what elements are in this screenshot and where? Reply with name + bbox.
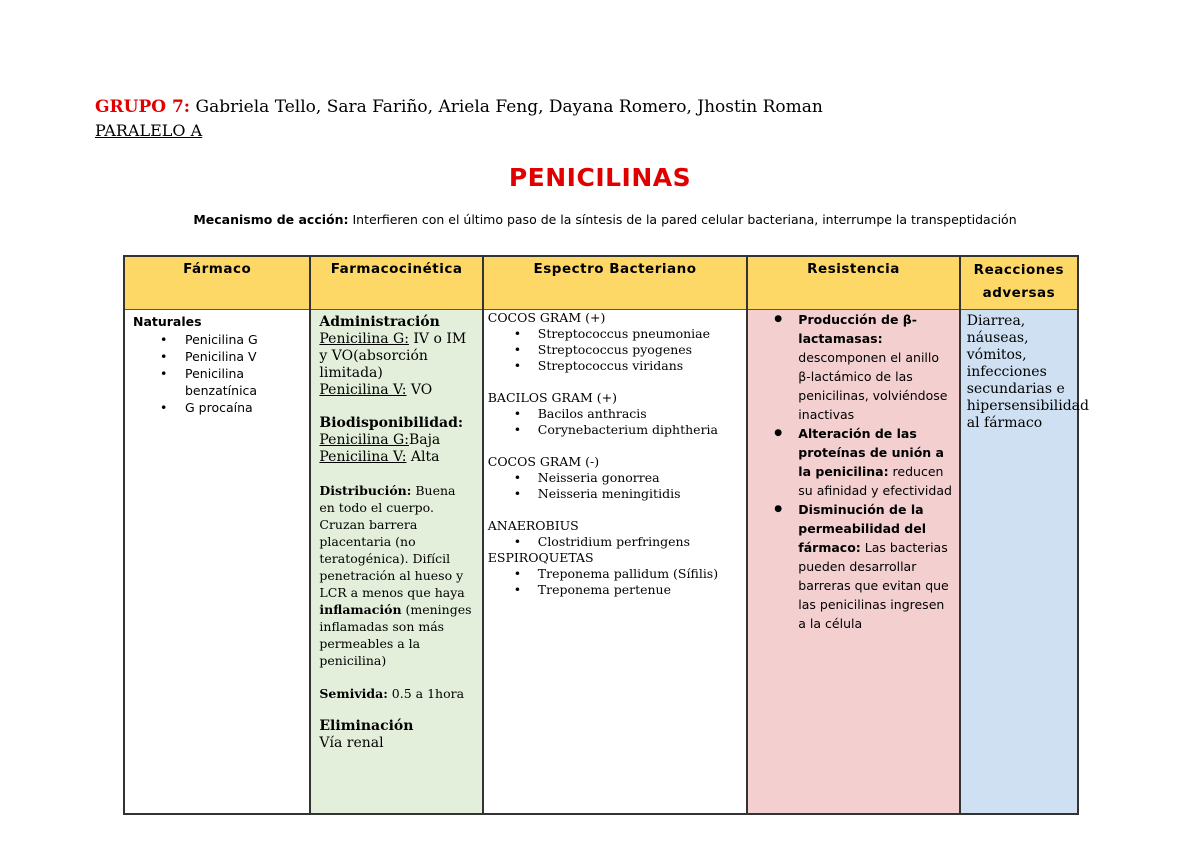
header-reacciones: Reacciones adversas: [960, 256, 1078, 310]
spectrum-group: [488, 390, 743, 438]
pk-semi-text: 0.5 a 1hora: [387, 686, 465, 701]
pk-dist-tail: (meninges inflamadas son más permeables a la penicilina): [319, 602, 472, 668]
list-item: • Treponema pertenue: [538, 582, 743, 598]
page-title: PENICILINAS: [508, 163, 692, 192]
list-item: [798, 310, 954, 424]
list-item: • Streptococcus pyogenes: [538, 342, 743, 358]
list-item: • Clostridium perfringens: [538, 534, 743, 550]
pk-dist-heading: Distribución:: [319, 483, 412, 498]
pk-dist-bold: inflamación: [319, 602, 402, 617]
list-item: • G procaína: [185, 399, 301, 416]
header-farmaco: Fármaco: [124, 256, 310, 310]
pk-elim-text: Vía renal: [319, 735, 384, 751]
pk-distribution: [319, 482, 473, 669]
farmaco-cell: [124, 310, 310, 815]
pk-admin-g: [319, 331, 473, 382]
list-item: • Corynebacterium diphtheria: [538, 422, 743, 438]
list-item: • Penicilina V: [185, 348, 301, 365]
paralelo-label: PARALELO A: [95, 121, 203, 140]
penicillin-table: [123, 255, 1089, 815]
spectrum-group-title: COCOS GRAM (-): [487, 454, 600, 469]
spectrum-group: [488, 310, 743, 374]
adverse-text: Diarrea, náuseas, vómitos, infecciones secundarias e hipersensibilidad al fármaco: [966, 313, 1089, 431]
pk-admin-v-label: Penicilina V:: [319, 382, 407, 398]
list-item: • Neisseria meningitidis: [538, 486, 743, 502]
pk-cell: [310, 310, 482, 815]
list-item: • Treponema pallidum (Sífilis): [538, 566, 743, 582]
spectrum-group: [488, 550, 743, 598]
pk-bio-heading: Biodisponibilidad:: [319, 415, 464, 431]
resistance-text: descomponen el anillo β-lactámico de las penicilinas, volviéndose inactivas: [798, 350, 948, 422]
spectrum-group: [488, 518, 743, 550]
list-item: [798, 500, 954, 633]
pk-semi-heading: Semivida:: [319, 686, 388, 701]
resistance-text: Las bacterias pueden desarrollar barreras que evitan que las penicilinas ingresen a la célula: [798, 540, 949, 631]
header-espectro: Espectro Bacteriano: [483, 256, 748, 310]
spectrum-group-title: BACILOS GRAM (+): [487, 390, 617, 405]
mechanism-label: Mecanismo de acción:: [193, 212, 349, 227]
mechanism-text: Interfieren con el último paso de la síntesis de la pared celular bacteriana, interrumpe la transpeptidación: [348, 212, 1017, 227]
list-item: • Penicilina benzatínica: [185, 365, 301, 399]
resistance-cell: [747, 310, 959, 815]
mechanism-line: [0, 212, 1200, 227]
pk-bio-g-label: Penicilina G:: [319, 432, 409, 448]
farmaco-title: Naturales: [133, 314, 202, 329]
header-resistencia: Resistencia: [747, 256, 959, 310]
group-label: GRUPO 7:: [95, 97, 191, 117]
pk-dist-text: Buena en todo el cuerpo. Cruzan barrera placentaria (no teratogénica). Difícil penetración al hueso y LCR a menos que haya: [319, 483, 465, 600]
spectrum-group-title: ANAEROBIUS: [487, 518, 579, 533]
pk-bio-v: [319, 449, 473, 466]
adverse-cell: [960, 310, 1089, 815]
pk-admin-g-label: Penicilina G:: [319, 331, 409, 347]
resistance-title: Disminución de la permeabilidad del fármaco:: [798, 502, 927, 555]
pk-admin-v: [319, 382, 473, 399]
pk-bio-g-text: Baja: [408, 432, 441, 448]
pk-bio-v-label: Penicilina V:: [319, 449, 407, 465]
pk-bio-g: [319, 432, 473, 449]
spectrum-group-title: ESPIROQUETAS: [487, 550, 594, 565]
list-item: • Penicilina G: [185, 331, 301, 348]
group-header: [95, 97, 823, 117]
list-item: [798, 424, 954, 500]
header-farmacocinetica: Farmacocinética: [310, 256, 482, 310]
list-item: • Streptococcus viridans: [538, 358, 743, 374]
list-item: • Streptococcus pneumoniae: [538, 326, 743, 342]
pk-admin-g-text: IV o IM y VO(absorción limitada): [319, 331, 467, 381]
pk-semivida: [319, 685, 473, 702]
group-members: Gabriela Tello, Sara Fariño, Ariela Feng, Dayana Romero, Jhostin Roman: [190, 97, 823, 117]
pk-bio-v-text: Alta: [406, 449, 440, 465]
farmaco-list: [133, 331, 301, 416]
resistance-title: Producción de β-lactamasas:: [798, 312, 917, 346]
pk-elim-heading: Eliminación: [319, 718, 414, 734]
list-item: • Neisseria gonorrea: [538, 470, 743, 486]
pk-admin-heading: Administración: [319, 314, 440, 330]
spectrum-cell: [483, 310, 748, 815]
spectrum-group: [488, 454, 743, 502]
pk-admin-v-text: VO: [406, 382, 433, 398]
resistance-title: Alteración de las proteínas de unión a la penicilina:: [798, 426, 944, 479]
spectrum-group-title: COCOS GRAM (+): [487, 310, 606, 325]
list-item: • Bacilos anthracis: [538, 406, 743, 422]
resistance-text: reducen su afinidad y efectividad: [798, 464, 952, 498]
